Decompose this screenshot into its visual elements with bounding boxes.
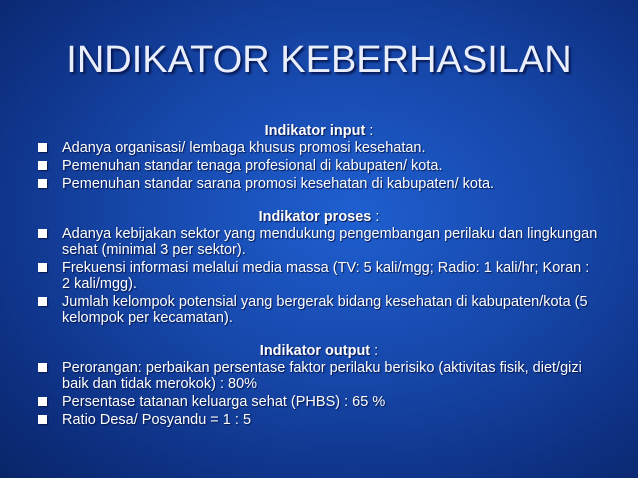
list-item <box>0 294 638 326</box>
bullet-square-icon <box>38 161 47 170</box>
heading-suffix: : <box>371 209 380 225</box>
list-item-text: Perorangan: perbaikan persentase faktor perilaku berisiko (aktivitas fisik, diet/gizi baik dan tidak merokok) : 80% <box>62 360 582 392</box>
list-item <box>0 158 638 174</box>
bullet-square-icon <box>38 229 47 238</box>
list-item-text: Adanya kebijakan sektor yang mendukung pengembangan perilaku dan lingkungan sehat (minimal 3 per sektor). <box>62 226 598 258</box>
list-item <box>0 176 638 192</box>
section-heading-input <box>0 122 638 140</box>
list-item <box>0 260 638 292</box>
list-item <box>0 140 638 156</box>
list-item-text: Jumlah kelompok potensial yang bergerak bidang kesehatan di kabupaten/kota (5 kelompok per kecamatan). <box>62 294 588 326</box>
list-item-text: Frekuensi informasi melalui media massa (TV: 5 kali/mgg; Radio: 1 kali/hr; Koran : 2 kali/mgg). <box>62 260 590 292</box>
list-item <box>0 394 638 410</box>
slide-title: INDIKATOR KEBERHASILAN <box>66 39 572 81</box>
heading-label: Indikator input <box>264 123 366 139</box>
bullet-square-icon <box>38 415 47 424</box>
bullet-square-icon <box>38 297 47 306</box>
heading-suffix: : <box>365 123 374 139</box>
list-item-text: Persentase tatanan keluarga sehat (PHBS) : 65 % <box>62 394 386 410</box>
list-item-text: Pemenuhan standar sarana promosi kesehatan di kabupaten/ kota. <box>62 176 495 192</box>
bullet-square-icon <box>38 143 47 152</box>
bullet-square-icon <box>38 179 47 188</box>
bullet-square-icon <box>38 397 47 406</box>
heading-label: Indikator proses <box>258 209 372 225</box>
heading-label: Indikator output <box>259 343 371 359</box>
bullet-list-proses <box>0 226 638 326</box>
list-item <box>0 412 638 428</box>
bullet-list-input <box>0 140 638 192</box>
list-item-text: Adanya organisasi/ lembaga khusus promosi kesehatan. <box>62 140 426 156</box>
list-item-text: Pemenuhan standar tenaga profesional di kabupaten/ kota. <box>62 158 443 174</box>
section-heading-output <box>0 342 638 360</box>
bullet-list-output <box>0 360 638 428</box>
section-heading-proses <box>0 208 638 226</box>
bullet-square-icon <box>38 363 47 372</box>
list-item <box>0 360 638 392</box>
slide-body <box>0 122 638 430</box>
list-item-text: Ratio Desa/ Posyandu = 1 : 5 <box>62 412 252 428</box>
bullet-square-icon <box>38 263 47 272</box>
list-item <box>0 226 638 258</box>
heading-suffix: : <box>370 343 379 359</box>
